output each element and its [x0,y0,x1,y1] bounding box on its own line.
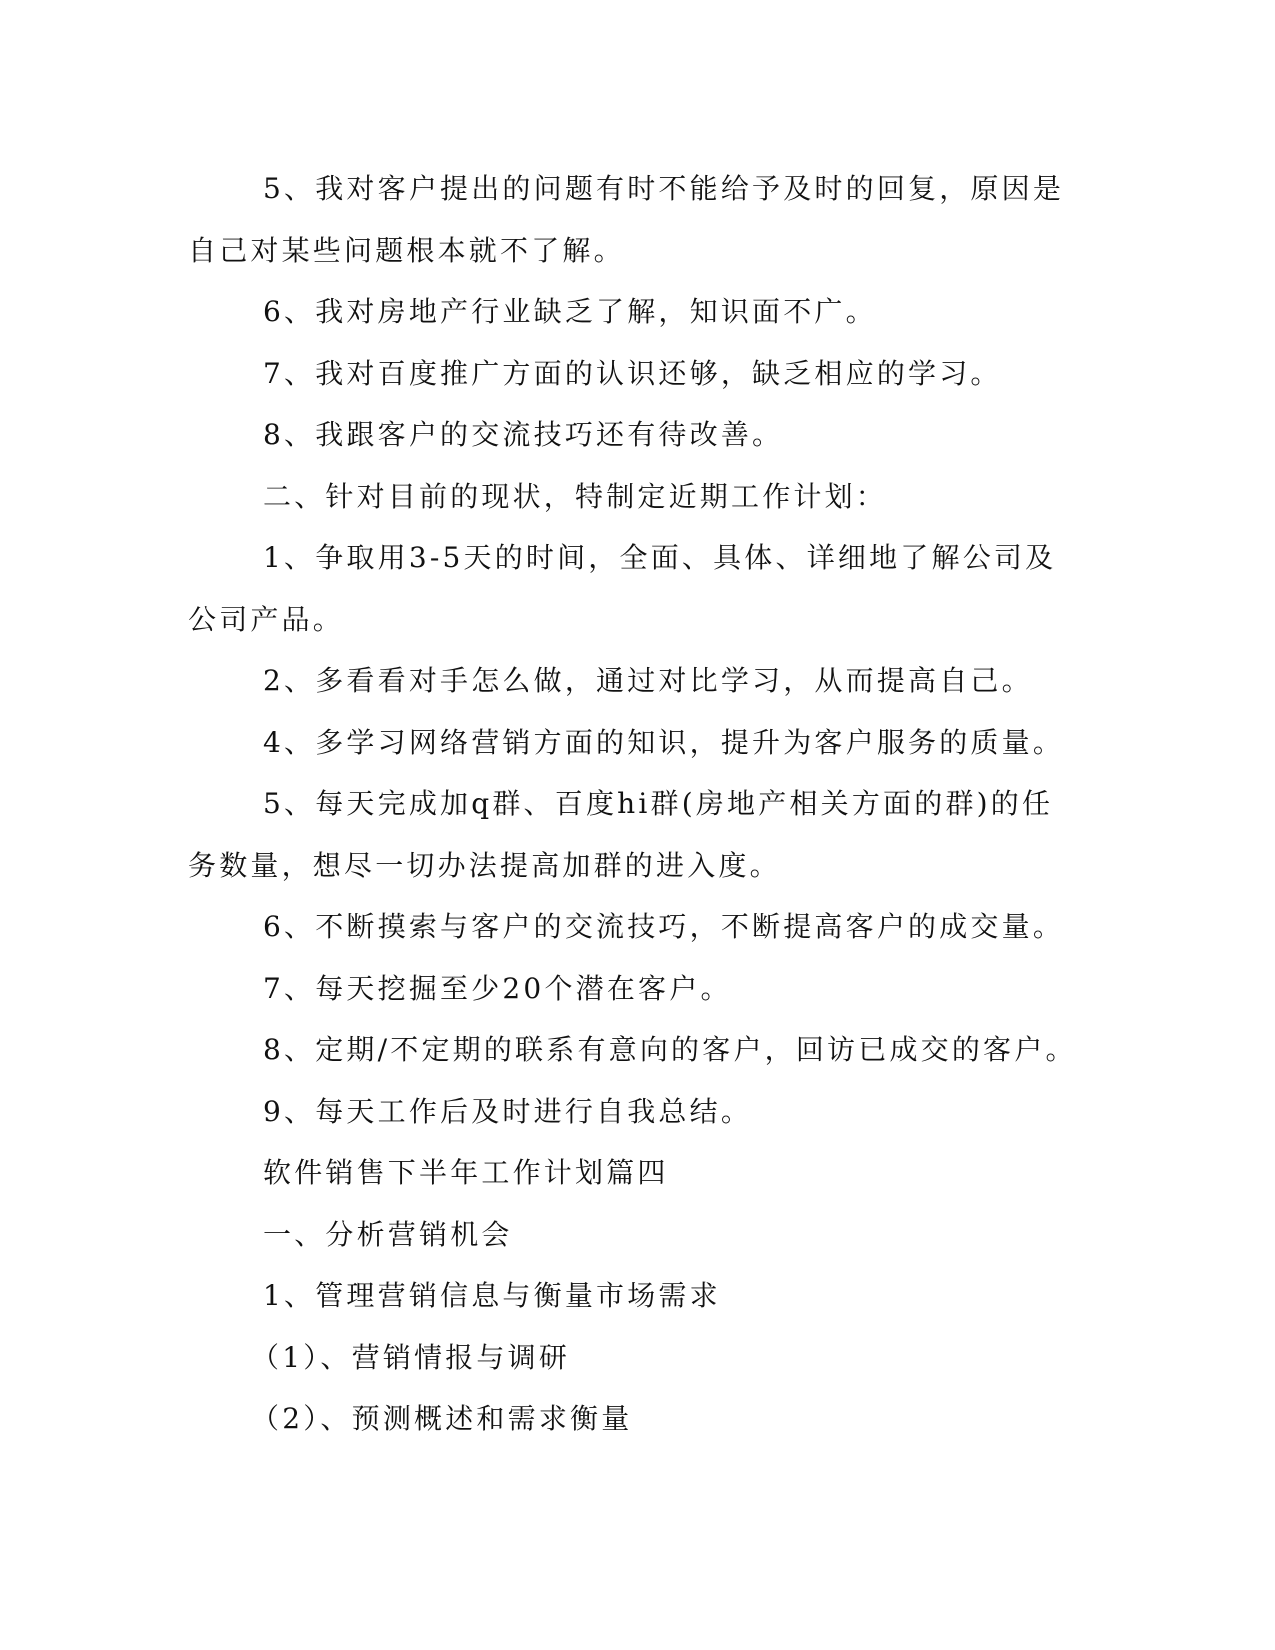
paragraph-item-7-baidu-promotion: 7、我对百度推广方面的认识还够，缺乏相应的学习。 [263,356,1002,390]
paragraph-item-8-communication-skills: 8、我跟客户的交流技巧还有待改善。 [263,418,784,451]
section-heading-work-plan: 二、针对目前的现状，特制定近期工作计划： [263,479,888,513]
plan-item-5: 5、每天完成加q群、百度hi群(房地产相关方面的群)的任务数量，想尽一切办法提高加群的进入度。 [188,787,1054,882]
document-body [188,160,1078,1450]
heading-marketing-info: 1、管理营销信息与衡量市场需求 [263,1279,721,1312]
plan-item-1: 1、争取用3-5天的时间，全面、具体、详细地了解公司及公司产品。 [188,541,1057,636]
paragraph-item-5-customer-replies: 5、我对客户提出的问题有时不能给予及时的回复，原因是自己对某些问题根本就不了解。 [188,172,1065,267]
subitem-forecast-demand: （2）、预测概述和需求衡量 [251,1402,633,1435]
plan-item-8: 8、定期/不定期的联系有意向的客户，回访已成交的客户。 [263,1033,1077,1066]
subitem-intelligence-research: （1）、营销情报与调研 [251,1340,571,1374]
plan-item-2: 2、多看看对手怎么做，通过对比学习，从而提高自己。 [263,664,1033,697]
section-title-part-four: 软件销售下半年工作计划篇四 [263,1156,669,1189]
paragraph-item-6-real-estate-knowledge: 6、我对房地产行业缺乏了解，知识面不广。 [263,295,877,328]
plan-item-9: 9、每天工作后及时进行自我总结。 [263,1094,753,1128]
plan-item-7: 7、每天挖掘至少20个潜在客户。 [263,971,732,1005]
heading-analyze-opportunities: 一、分析营销机会 [263,1217,513,1251]
plan-item-4: 4、多学习网络营销方面的知识，提升为客户服务的质量。 [263,725,1065,759]
plan-item-6: 6、不断摸索与客户的交流技巧，不断提高客户的成交量。 [263,910,1065,943]
